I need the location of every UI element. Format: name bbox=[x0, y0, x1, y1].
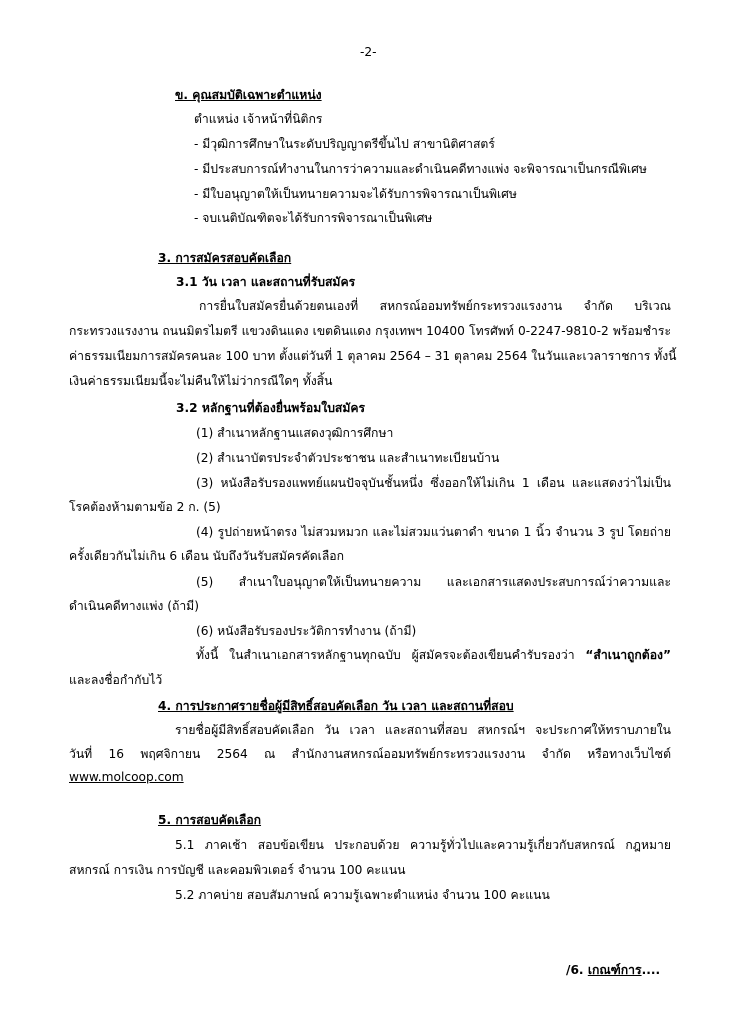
page-number: -2- bbox=[360, 45, 377, 59]
document-item: (5) สำเนาใบอนุญาตให้เป็นทนายความ และเอกสารแสดงประสบการณ์ว่าความและ bbox=[196, 575, 671, 589]
paragraph-line: เงินค่าธรรมเนียมนี้จะไม่คืนให้ไม่ว่ากรณีใดๆ ทั้งสิ้น bbox=[69, 374, 333, 388]
position-label: ตำแหน่ง เจ้าหน้าที่นิติกร bbox=[194, 112, 323, 126]
qualification-item: - มีวุฒิการศึกษาในระดับปริญญาตรีขึ้นไป สาขานิติศาสตร์ bbox=[194, 137, 495, 151]
document-item: (1) สำเนาหลักฐานแสดงวุฒิการศึกษา bbox=[196, 426, 394, 440]
document-item: (4) รูปถ่ายหน้าตรง ไม่สวมหมวก และไม่สวมแว่นตาดำ ขนาด 1 นิ้ว จำนวน 3 รูป โดยถ่าย bbox=[196, 525, 671, 539]
document-item: (3) หนังสือรับรองแพทย์แผนปัจจุบันชั้นหนึ่ง ซึ่งออกให้ไม่เกิน 1 เดือน และแสดงว่าไม่เป็น bbox=[196, 476, 671, 490]
qualification-item: - มีประสบการณ์ทำงานในการว่าความและดำเนินคดีทางแพ่ง จะพิจารณาเป็นกรณีพิเศษ bbox=[194, 162, 647, 176]
exam-item-continued: สหกรณ์ การเงิน การบัญชี และคอมพิวเตอร์ จำนวน 100 คะแนน bbox=[69, 863, 406, 877]
section-5-heading: 5. การสอบคัดเลือก bbox=[158, 813, 262, 827]
paragraph-line: ค่าธรรมเนียมการสมัครคนละ 100 บาท ตั้งแต่วันที่ 1 ตุลาคม 2564 – 31 ตุลาคม 2564 ในวันและเวลาราชการ ทั้งนี้ bbox=[69, 349, 677, 363]
website-link[interactable]: www.molcoop.com bbox=[69, 770, 184, 784]
certification-note-continued: และลงชื่อกำกับไว้ bbox=[69, 673, 163, 687]
exam-item: 5.2 ภาคบ่าย สอบสัมภาษณ์ ความรู้เฉพาะตำแหน่ง จำนวน 100 คะแนน bbox=[175, 888, 550, 902]
exam-item: 5.1 ภาคเช้า สอบข้อเขียน ประกอบด้วย ความรู้ทั่วไปและความรู้เกี่ยวกับสหกรณ์ กฎหมาย bbox=[175, 838, 671, 852]
paragraph-line: รายชื่อผู้มีสิทธิ์สอบคัดเลือก วัน เวลา และสถานที่สอบ สหกรณ์ฯ จะประกาศให้ทราบภายใน bbox=[175, 723, 671, 737]
document-item: (2) สำเนาบัตรประจำตัวประชาชน และสำเนาทะเบียนบ้าน bbox=[196, 451, 500, 465]
document-item-continued: ดำเนินคดีทางแพ่ง (ถ้ามี) bbox=[69, 599, 199, 613]
paragraph-line: การยื่นใบสมัครยื่นด้วยตนเองที่ สหกรณ์ออมทรัพย์กระทรวงแรงงาน จำกัด บริเวณ bbox=[199, 299, 671, 313]
continuation-next-heading: เกณฑ์การ bbox=[587, 963, 642, 977]
section-3-1-heading: 3.1 วัน เวลา และสถานที่รับสมัคร bbox=[176, 275, 356, 289]
certified-copy-phrase: “สำเนาถูกต้อง” bbox=[585, 648, 671, 662]
qualification-item: - จบเนติบัณฑิตจะได้รับการพิจารณาเป็นพิเศษ bbox=[194, 211, 433, 225]
qualification-item: - มีใบอนุญาตให้เป็นทนายความจะได้รับการพิจารณาเป็นพิเศษ bbox=[194, 187, 517, 201]
paragraph-line: วันที่ 16 พฤศจิกายน 2564 ณ สำนักงานสหกรณ์ออมทรัพย์กระทรวงแรงงาน จำกัด หรือทางเว็บไซต์ bbox=[69, 747, 671, 761]
certification-note-text: ทั้งนี้ ในสำเนาเอกสารหลักฐานทุกฉบับ ผู้สมัครจะต้องเขียนคำรับรองว่า bbox=[196, 648, 586, 662]
section-3-heading: 3. การสมัครสอบคัดเลือก bbox=[158, 251, 292, 265]
continuation-prefix: /6. bbox=[566, 963, 588, 977]
paragraph-line: กระทรวงแรงงาน ถนนมิตรไมตรี แขวงดินแดง เขตดินแดง กรุงเทพฯ 10400 โทรศัพท์ 0-2247-9810-2 พร้อมชำระ bbox=[69, 324, 671, 338]
continuation-marker bbox=[566, 962, 660, 978]
document-item-continued: ครั้งเดียวกันไม่เกิน 6 เดือน นับถึงวันรับสมัครคัดเลือก bbox=[69, 549, 344, 563]
document-item-continued: โรคต้องห้ามตามข้อ 2 ก. (5) bbox=[69, 500, 221, 514]
document-item: (6) หนังสือรับรองประวัติการทำงาน (ถ้ามี) bbox=[196, 624, 417, 638]
certification-note bbox=[196, 647, 671, 663]
continuation-dots: .... bbox=[641, 963, 661, 977]
section-3-2-heading: 3.2 หลักฐานที่ต้องยื่นพร้อมใบสมัคร bbox=[176, 401, 366, 415]
section-4-heading: 4. การประกาศรายชื่อผู้มีสิทธิ์สอบคัดเลือก วัน เวลา และสถานที่สอบ bbox=[158, 699, 514, 713]
section-b-heading: ข. คุณสมบัติเฉพาะตำแหน่ง bbox=[175, 88, 322, 102]
